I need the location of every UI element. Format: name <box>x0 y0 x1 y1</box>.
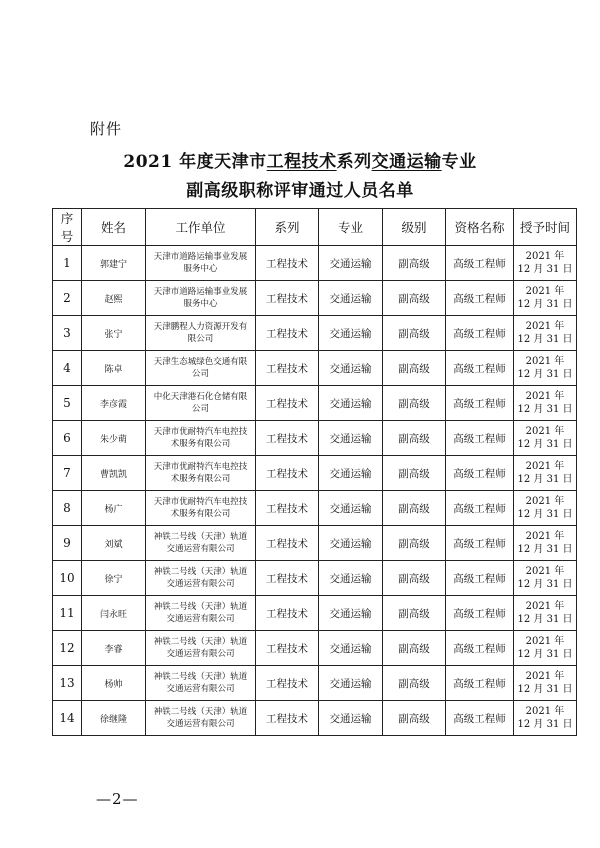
grant-date-cell <box>514 456 577 491</box>
title-series: 系列 <box>336 152 372 172</box>
row-number-cell: 14 <box>53 701 82 736</box>
grant-date-day: 12 月 31 日 <box>517 579 573 590</box>
qualification-cell: 高级工程师 <box>446 666 514 701</box>
grant-date-year: 2021 年 <box>525 251 565 262</box>
grant-date-day: 12 月 31 日 <box>517 369 573 380</box>
header-unit: 工作单位 <box>146 209 256 246</box>
major-cell: 交通运输 <box>319 526 383 561</box>
grant-date-cell <box>514 246 577 281</box>
level-cell: 副高级 <box>383 701 446 736</box>
row-number-cell: 10 <box>53 561 82 596</box>
grant-date-year: 2021 年 <box>525 566 565 577</box>
grant-date-year: 2021 年 <box>525 706 565 717</box>
table-row <box>53 491 577 526</box>
header-no: 序号 <box>53 209 82 246</box>
title-major: 交通运输 <box>371 152 442 172</box>
work-unit-cell: 天津市优耐特汽车电控技术服务有限公司 <box>146 421 256 456</box>
series-cell: 工程技术 <box>256 491 319 526</box>
grant-date-cell <box>514 631 577 666</box>
table-header-row <box>53 209 577 246</box>
qualification-cell: 高级工程师 <box>446 351 514 386</box>
work-unit-cell: 中化天津港石化仓储有限公司 <box>146 386 256 421</box>
row-number-cell: 7 <box>53 456 82 491</box>
qualification-cell: 高级工程师 <box>446 526 514 561</box>
title-year: 2021 <box>123 152 173 172</box>
person-name-cell: 李睿 <box>82 631 146 666</box>
series-cell: 工程技术 <box>256 316 319 351</box>
level-cell: 副高级 <box>383 666 446 701</box>
series-cell: 工程技术 <box>256 701 319 736</box>
series-cell: 工程技术 <box>256 386 319 421</box>
qualification-cell: 高级工程师 <box>446 596 514 631</box>
table-row <box>53 246 577 281</box>
table-row <box>53 281 577 316</box>
table-row <box>53 526 577 561</box>
grant-date-cell <box>514 351 577 386</box>
series-cell: 工程技术 <box>256 456 319 491</box>
work-unit-cell: 天津生态城绿色交通有限公司 <box>146 351 256 386</box>
grant-date-year: 2021 年 <box>525 391 565 402</box>
grant-date-day: 12 月 31 日 <box>517 649 573 660</box>
work-unit-cell: 神铁二号线（天津）轨道交通运营有限公司 <box>146 596 256 631</box>
table-row <box>53 456 577 491</box>
header-level: 级别 <box>383 209 446 246</box>
person-name-cell: 郭建宁 <box>82 246 146 281</box>
work-unit-cell: 天津市道路运输事业发展服务中心 <box>146 246 256 281</box>
title-mid: 年度天津市 <box>172 152 267 172</box>
grant-date-day: 12 月 31 日 <box>517 509 573 520</box>
major-cell: 交通运输 <box>319 596 383 631</box>
major-cell: 交通运输 <box>319 666 383 701</box>
grant-date-day: 12 月 31 日 <box>517 404 573 415</box>
qualification-cell: 高级工程师 <box>446 456 514 491</box>
grant-date-cell <box>514 281 577 316</box>
series-cell: 工程技术 <box>256 246 319 281</box>
series-cell: 工程技术 <box>256 631 319 666</box>
grant-date-day: 12 月 31 日 <box>517 334 573 345</box>
grant-date-day: 12 月 31 日 <box>517 614 573 625</box>
grant-date-cell <box>514 421 577 456</box>
table-row <box>53 561 577 596</box>
header-date: 授予时间 <box>514 209 577 246</box>
person-name-cell: 徐继隆 <box>82 701 146 736</box>
qualification-cell: 高级工程师 <box>446 491 514 526</box>
grant-date-cell <box>514 316 577 351</box>
qualification-cell: 高级工程师 <box>446 281 514 316</box>
level-cell: 副高级 <box>383 316 446 351</box>
work-unit-cell: 天津鹏程人力资源开发有限公司 <box>146 316 256 351</box>
series-cell: 工程技术 <box>256 281 319 316</box>
person-name-cell: 陈卓 <box>82 351 146 386</box>
header-series: 系列 <box>256 209 319 246</box>
table-row <box>53 421 577 456</box>
row-number-cell: 11 <box>53 596 82 631</box>
major-cell: 交通运输 <box>319 246 383 281</box>
table-row <box>53 351 577 386</box>
person-name-cell: 闫永旺 <box>82 596 146 631</box>
major-cell: 交通运输 <box>319 631 383 666</box>
grant-date-day: 12 月 31 日 <box>517 719 573 730</box>
grant-date-year: 2021 年 <box>525 461 565 472</box>
series-cell: 工程技术 <box>256 666 319 701</box>
grant-date-cell <box>514 526 577 561</box>
grant-date-year: 2021 年 <box>525 601 565 612</box>
grant-date-cell <box>514 701 577 736</box>
major-cell: 交通运输 <box>319 316 383 351</box>
major-cell: 交通运输 <box>319 491 383 526</box>
grant-date-cell <box>514 596 577 631</box>
qualification-cell: 高级工程师 <box>446 246 514 281</box>
person-name-cell: 刘斌 <box>82 526 146 561</box>
grant-date-cell <box>514 386 577 421</box>
table-row <box>53 666 577 701</box>
qualification-cell: 高级工程师 <box>446 386 514 421</box>
work-unit-cell: 天津市优耐特汽车电控技术服务有限公司 <box>146 491 256 526</box>
major-cell: 交通运输 <box>319 386 383 421</box>
grant-date-day: 12 月 31 日 <box>517 299 573 310</box>
title-field: 工程技术 <box>266 152 337 172</box>
series-cell: 工程技术 <box>256 351 319 386</box>
work-unit-cell: 神铁二号线（天津）轨道交通运营有限公司 <box>146 701 256 736</box>
grant-date-day: 12 月 31 日 <box>517 684 573 695</box>
header-major: 专业 <box>319 209 383 246</box>
major-cell: 交通运输 <box>319 281 383 316</box>
title-end: 专业 <box>441 152 477 172</box>
level-cell: 副高级 <box>383 246 446 281</box>
level-cell: 副高级 <box>383 526 446 561</box>
level-cell: 副高级 <box>383 456 446 491</box>
work-unit-cell: 天津市优耐特汽车电控技术服务有限公司 <box>146 456 256 491</box>
grant-date-year: 2021 年 <box>525 426 565 437</box>
grant-date-cell <box>514 666 577 701</box>
row-number-cell: 4 <box>53 351 82 386</box>
grant-date-year: 2021 年 <box>525 636 565 647</box>
row-number-cell: 6 <box>53 421 82 456</box>
person-name-cell: 赵熙 <box>82 281 146 316</box>
grant-date-cell <box>514 561 577 596</box>
attachment-label: 附件 <box>90 120 123 138</box>
grant-date-year: 2021 年 <box>525 286 565 297</box>
level-cell: 副高级 <box>383 491 446 526</box>
row-number-cell: 12 <box>53 631 82 666</box>
row-number-cell: 1 <box>53 246 82 281</box>
table-row <box>53 316 577 351</box>
qualification-cell: 高级工程师 <box>446 561 514 596</box>
row-number-cell: 9 <box>53 526 82 561</box>
grant-date-day: 12 月 31 日 <box>517 264 573 275</box>
grant-date-year: 2021 年 <box>525 321 565 332</box>
grant-date-year: 2021 年 <box>525 671 565 682</box>
major-cell: 交通运输 <box>319 456 383 491</box>
person-name-cell: 张宁 <box>82 316 146 351</box>
work-unit-cell: 神铁二号线（天津）轨道交通运营有限公司 <box>146 526 256 561</box>
series-cell: 工程技术 <box>256 526 319 561</box>
table-body <box>53 246 577 736</box>
major-cell: 交通运输 <box>319 701 383 736</box>
qualification-cell: 高级工程师 <box>446 421 514 456</box>
qualification-cell: 高级工程师 <box>446 631 514 666</box>
table-row <box>53 631 577 666</box>
person-name-cell: 杨广 <box>82 491 146 526</box>
major-cell: 交通运输 <box>319 561 383 596</box>
work-unit-cell: 神铁二号线（天津）轨道交通运营有限公司 <box>146 666 256 701</box>
grant-date-year: 2021 年 <box>525 356 565 367</box>
row-number-cell: 5 <box>53 386 82 421</box>
grant-date-day: 12 月 31 日 <box>517 544 573 555</box>
table-row <box>53 386 577 421</box>
level-cell: 副高级 <box>383 561 446 596</box>
series-cell: 工程技术 <box>256 561 319 596</box>
person-name-cell: 曹凯凯 <box>82 456 146 491</box>
major-cell: 交通运输 <box>319 421 383 456</box>
roster-table <box>52 208 577 736</box>
level-cell: 副高级 <box>383 351 446 386</box>
person-name-cell: 徐宁 <box>82 561 146 596</box>
series-cell: 工程技术 <box>256 421 319 456</box>
series-cell: 工程技术 <box>256 596 319 631</box>
page-number: —2— <box>96 790 139 808</box>
work-unit-cell: 神铁二号线（天津）轨道交通运营有限公司 <box>146 561 256 596</box>
grant-date-year: 2021 年 <box>525 496 565 507</box>
qualification-cell: 高级工程师 <box>446 316 514 351</box>
work-unit-cell: 天津市道路运输事业发展服务中心 <box>146 281 256 316</box>
grant-date-cell <box>514 491 577 526</box>
level-cell: 副高级 <box>383 386 446 421</box>
header-name: 姓名 <box>82 209 146 246</box>
row-number-cell: 2 <box>53 281 82 316</box>
document-title-line2: 副高级职称评审通过人员名单 <box>186 181 414 201</box>
header-qualification: 资格名称 <box>446 209 514 246</box>
person-name-cell: 杨帅 <box>82 666 146 701</box>
table-row <box>53 596 577 631</box>
level-cell: 副高级 <box>383 596 446 631</box>
grant-date-year: 2021 年 <box>525 531 565 542</box>
grant-date-day: 12 月 31 日 <box>517 474 573 485</box>
grant-date-day: 12 月 31 日 <box>517 439 573 450</box>
row-number-cell: 13 <box>53 666 82 701</box>
table-row <box>53 701 577 736</box>
level-cell: 副高级 <box>383 421 446 456</box>
level-cell: 副高级 <box>383 631 446 666</box>
row-number-cell: 8 <box>53 491 82 526</box>
qualification-cell: 高级工程师 <box>446 701 514 736</box>
row-number-cell: 3 <box>53 316 82 351</box>
person-name-cell: 朱少萌 <box>82 421 146 456</box>
person-name-cell: 李彦霞 <box>82 386 146 421</box>
major-cell: 交通运输 <box>319 351 383 386</box>
work-unit-cell: 神铁二号线（天津）轨道交通运营有限公司 <box>146 631 256 666</box>
level-cell: 副高级 <box>383 281 446 316</box>
document-title-line1 <box>0 147 600 172</box>
